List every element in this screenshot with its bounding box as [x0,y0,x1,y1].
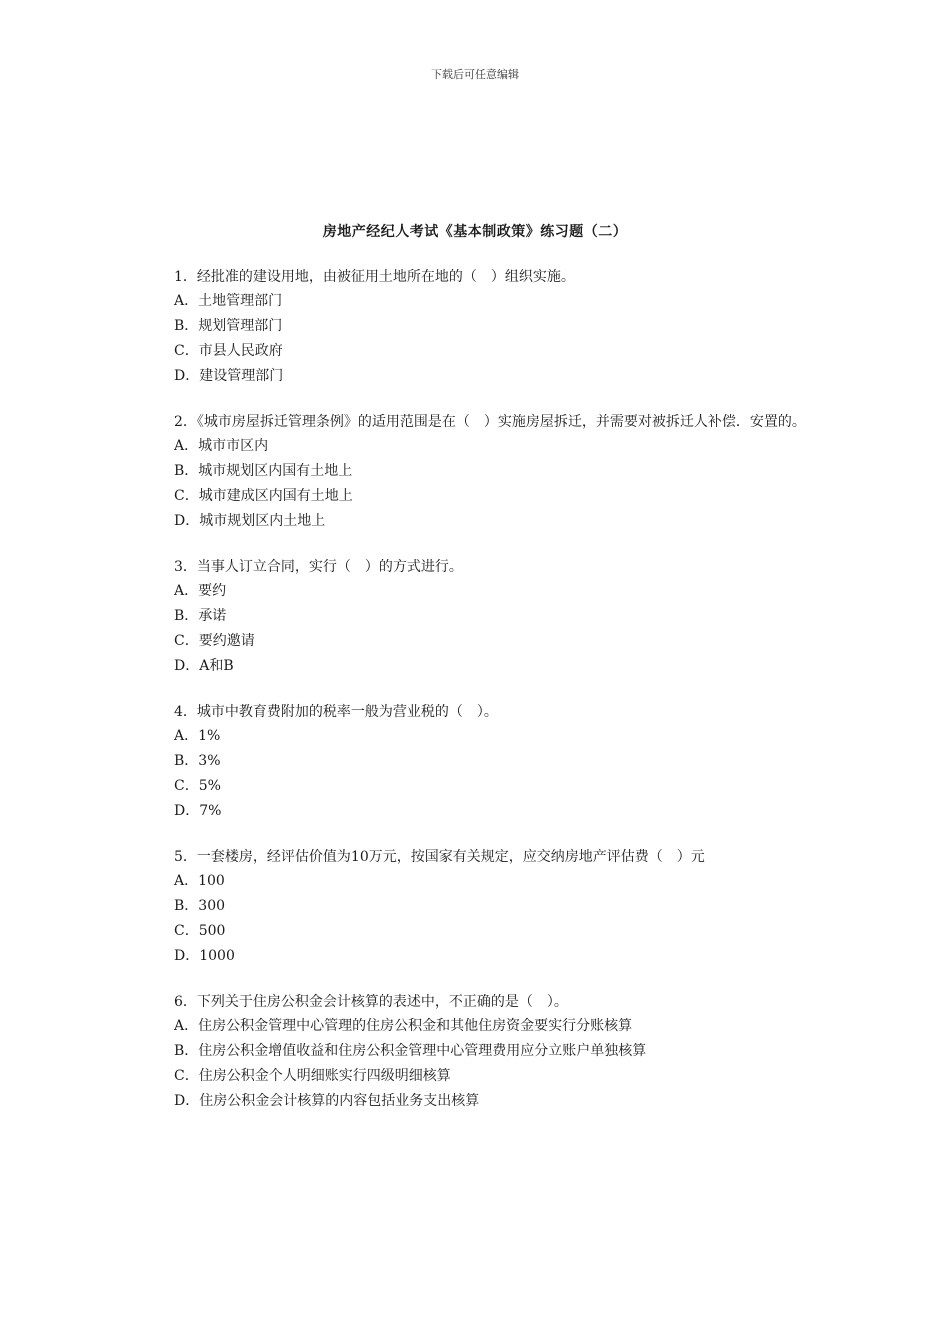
question-stem: 4．城市中教育费附加的税率一般为营业税的（ ）。 [174,704,498,720]
question-5 [146,846,816,969]
question-list [146,266,816,1136]
question-3 [146,556,816,679]
option-c: C．要约邀请 [174,633,255,649]
option-c: C．城市建成区内国有土地上 [174,488,353,504]
question-6 [146,991,816,1114]
option-b: B．住房公积金增值收益和住房公积金管理中心管理费用应分立账户单独核算 [174,1043,647,1059]
option-b: B．城市规划区内国有土地上 [174,463,353,479]
option-c: C．5% [174,778,221,794]
question-1 [146,266,816,389]
option-a: A．1% [174,728,221,744]
option-a: A．住房公积金管理中心管理的住房公积金和其他住房资金要实行分账核算 [174,1018,633,1034]
header-note: 下载后可任意编辑 [431,68,519,81]
option-b: B．3% [174,753,221,769]
option-a: A．要约 [174,583,227,599]
question-stem: 3．当事人订立合同，实行（ ）的方式进行。 [174,559,463,575]
option-c: C．住房公积金个人明细账实行四级明细核算 [174,1068,451,1084]
option-d: D．住房公积金会计核算的内容包括业务支出核算 [174,1093,480,1109]
question-stem: 6．下列关于住房公积金会计核算的表述中，不正确的是（ ）。 [174,994,568,1010]
option-b: B．300 [174,898,226,914]
option-a: A．100 [174,873,225,889]
option-c: C．市县人民政府 [174,343,283,359]
option-b: B．规划管理部门 [174,318,283,334]
question-stem: 1．经批准的建设用地，由被征用土地所在地的（ ）组织实施。 [174,269,575,285]
option-b: B．承诺 [174,608,227,624]
question-4 [146,701,816,824]
option-d: D．7% [174,803,222,819]
option-a: A．土地管理部门 [174,293,283,309]
option-d: D．A和B [174,658,234,674]
option-d: D．1000 [174,948,235,964]
option-c: C．500 [174,923,226,939]
option-d: D．建设管理部门 [174,368,284,384]
option-a: A．城市市区内 [174,438,269,454]
document-title: 房地产经纪人考试《基本制政策》练习题（二） [322,224,628,240]
question-stem: 2．《城市房屋拆迁管理条例》的适用范围是在（ ）实施房屋拆迁，并需要对被拆迁人补偿．安置的。 [174,414,806,430]
question-stem: 5．一套楼房，经评估价值为10万元，按国家有关规定，应交纳房地产评估费（ ）元 [174,849,705,865]
option-d: D．城市规划区内土地上 [174,513,326,529]
question-2 [146,411,816,534]
